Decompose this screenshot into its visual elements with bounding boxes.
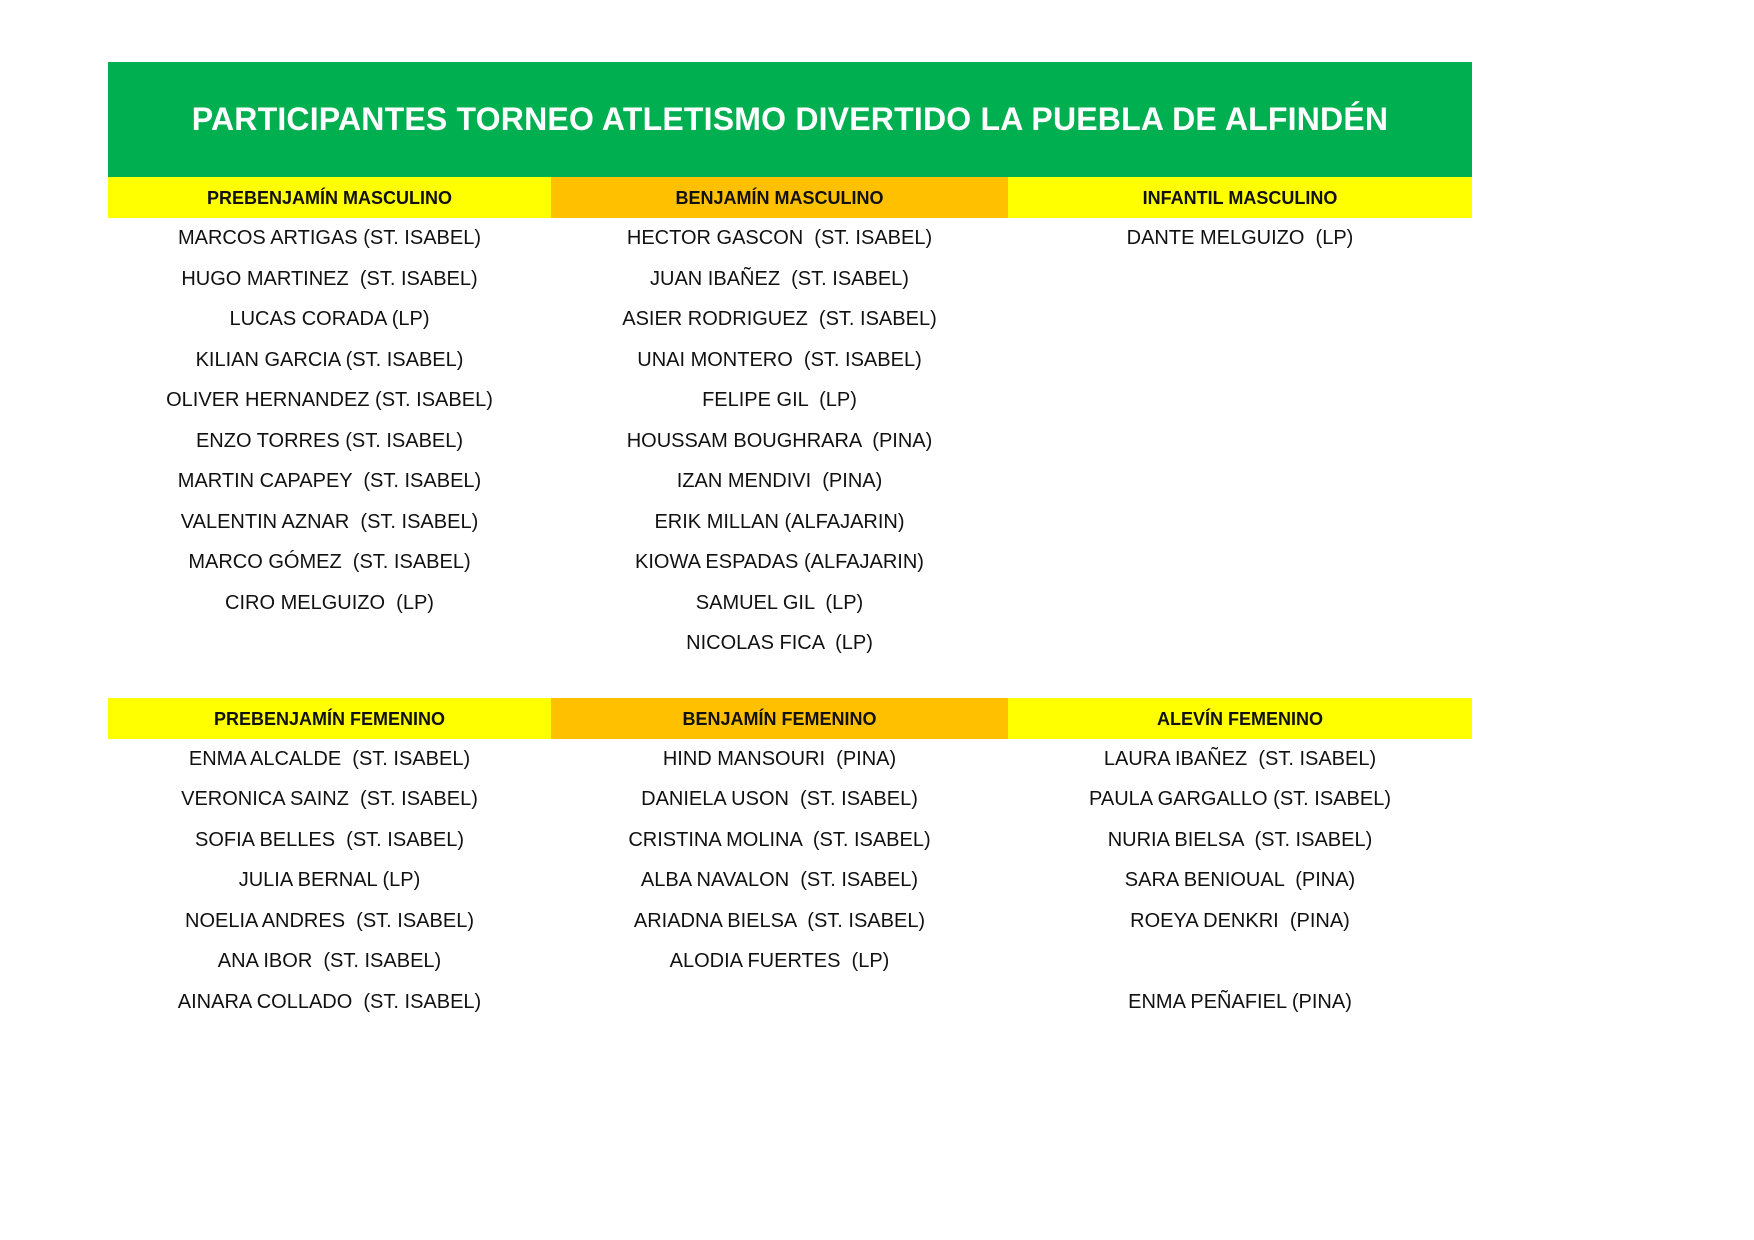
- masculino-section: [108, 177, 1472, 664]
- participant-name: MARCO GÓMEZ (ST. ISABEL): [188, 551, 471, 573]
- participant-name: [1008, 502, 1472, 543]
- participant-name: NURIA BIELSA (ST. ISABEL): [1107, 828, 1373, 851]
- participant-name: LUCAS CORADA (LP): [229, 308, 430, 330]
- participant-name: PAULA GARGALLO (ST. ISABEL): [1089, 788, 1391, 810]
- category-header-benjamin-femenino: BENJAMÍN FEMENINO: [551, 698, 1008, 739]
- title-banner: [108, 62, 1472, 177]
- participant-name: [1008, 380, 1472, 421]
- participant-name: JULIA BERNAL (LP): [238, 869, 421, 891]
- participant-name: SOFIA BELLES (ST. ISABEL): [195, 828, 464, 851]
- participant-name: ERIK MILLAN (ALFAJARIN): [654, 510, 905, 533]
- name-list: [1008, 218, 1472, 664]
- participant-name: [1008, 259, 1472, 300]
- participant-name: ENMA ALCALDE (ST. ISABEL): [188, 747, 471, 770]
- participant-name: NICOLAS FICA (LP): [686, 632, 873, 654]
- participant-name: MARTIN CAPAPEY (ST. ISABEL): [177, 470, 482, 492]
- column-prebenjamin-femenino: [108, 698, 551, 1023]
- participant-name: HOUSSAM BOUGHRARA (PINA): [626, 429, 933, 452]
- participant-name: ASIER RODRIGUEZ (ST. ISABEL): [622, 308, 937, 330]
- participant-name: CIRO MELGUIZO (LP): [225, 591, 434, 614]
- category-header-prebenjamin-masculino: PREBENJAMÍN MASCULINO: [108, 177, 551, 218]
- column-benjamin-masculino: [551, 177, 1008, 664]
- participant-name: HIND MANSOURI (PINA): [662, 747, 897, 770]
- participant-name: [1008, 623, 1472, 664]
- participant-name: ENZO TORRES (ST. ISABEL): [195, 429, 464, 452]
- participant-name: [1008, 299, 1472, 340]
- participant-name: VERONICA SAINZ (ST. ISABEL): [181, 788, 478, 810]
- participant-name: ANA IBOR (ST. ISABEL): [217, 950, 442, 972]
- name-list: [551, 739, 1008, 1023]
- participant-name: ALBA NAVALON (ST. ISABEL): [640, 869, 919, 891]
- participant-name: [1008, 941, 1472, 982]
- participant-name: KILIAN GARCIA (ST. ISABEL): [195, 348, 464, 371]
- participant-name: JUAN IBAÑEZ (ST. ISABEL): [650, 267, 909, 290]
- participant-name: OLIVER HERNANDEZ (ST. ISABEL): [166, 389, 493, 411]
- category-header-alevin-femenino: ALEVÍN FEMENINO: [1008, 698, 1472, 739]
- column-benjamin-femenino: [551, 698, 1008, 1023]
- column-alevin-femenino: [1008, 698, 1472, 1023]
- participant-name: HUGO MARTINEZ (ST. ISABEL): [181, 267, 478, 290]
- category-header-benjamin-masculino: BENJAMÍN MASCULINO: [551, 177, 1008, 218]
- participant-name: ARIADNA BIELSA (ST. ISABEL): [633, 909, 926, 932]
- column-prebenjamin-masculino: [108, 177, 551, 664]
- category-header-infantil-masculino: INFANTIL MASCULINO: [1008, 177, 1472, 218]
- participant-name: [1008, 542, 1472, 583]
- participant-name: [1008, 340, 1472, 381]
- category-header-prebenjamin-femenino: PREBENJAMÍN FEMENINO: [108, 698, 551, 739]
- participant-name: FELIPE GIL (LP): [702, 389, 857, 411]
- participant-name: UNAI MONTERO (ST. ISABEL): [637, 348, 922, 371]
- participant-name: SARA BENIOUAL (PINA): [1124, 869, 1356, 891]
- participant-name: MARCOS ARTIGAS (ST. ISABEL): [177, 227, 482, 249]
- participant-name: [1008, 583, 1472, 624]
- participant-name: ALODIA FUERTES (LP): [669, 950, 890, 972]
- participant-name: NOELIA ANDRES (ST. ISABEL): [185, 909, 474, 932]
- participant-name: AINARA COLLADO (ST. ISABEL): [177, 990, 482, 1013]
- participant-name: VALENTIN AZNAR (ST. ISABEL): [180, 510, 479, 533]
- participant-name: SAMUEL GIL (LP): [695, 591, 864, 614]
- participant-name: DANTE MELGUIZO (LP): [1126, 227, 1354, 249]
- participant-name: HECTOR GASCON (ST. ISABEL): [626, 227, 933, 249]
- participant-name: KIOWA ESPADAS (ALFAJARIN): [635, 551, 924, 573]
- femenino-section: [108, 698, 1472, 1023]
- participant-name: [551, 982, 1008, 1023]
- participant-name: ROEYA DENKRI (PINA): [1130, 909, 1350, 932]
- participant-name: [1008, 421, 1472, 462]
- participant-name: [108, 623, 551, 664]
- participant-name: CRISTINA MOLINA (ST. ISABEL): [628, 828, 931, 851]
- name-list: [108, 218, 551, 664]
- participant-name: IZAN MENDIVI (PINA): [676, 470, 883, 492]
- name-list: [1008, 739, 1472, 1023]
- participant-name: [1008, 461, 1472, 502]
- section-spacer: [108, 664, 1472, 698]
- page-title: PARTICIPANTES TORNEO ATLETISMO DIVERTIDO LA PUEBLA DE ALFINDÉN: [191, 101, 1389, 137]
- column-infantil-masculino: [1008, 177, 1472, 664]
- name-list: [108, 739, 551, 1023]
- participant-name: LAURA IBAÑEZ (ST. ISABEL): [1103, 747, 1377, 770]
- participant-name: DANIELA USON (ST. ISABEL): [641, 788, 918, 810]
- participant-name: ENMA PEÑAFIEL (PINA): [1128, 990, 1352, 1013]
- participants-sheet: [108, 62, 1472, 1022]
- name-list: [551, 218, 1008, 664]
